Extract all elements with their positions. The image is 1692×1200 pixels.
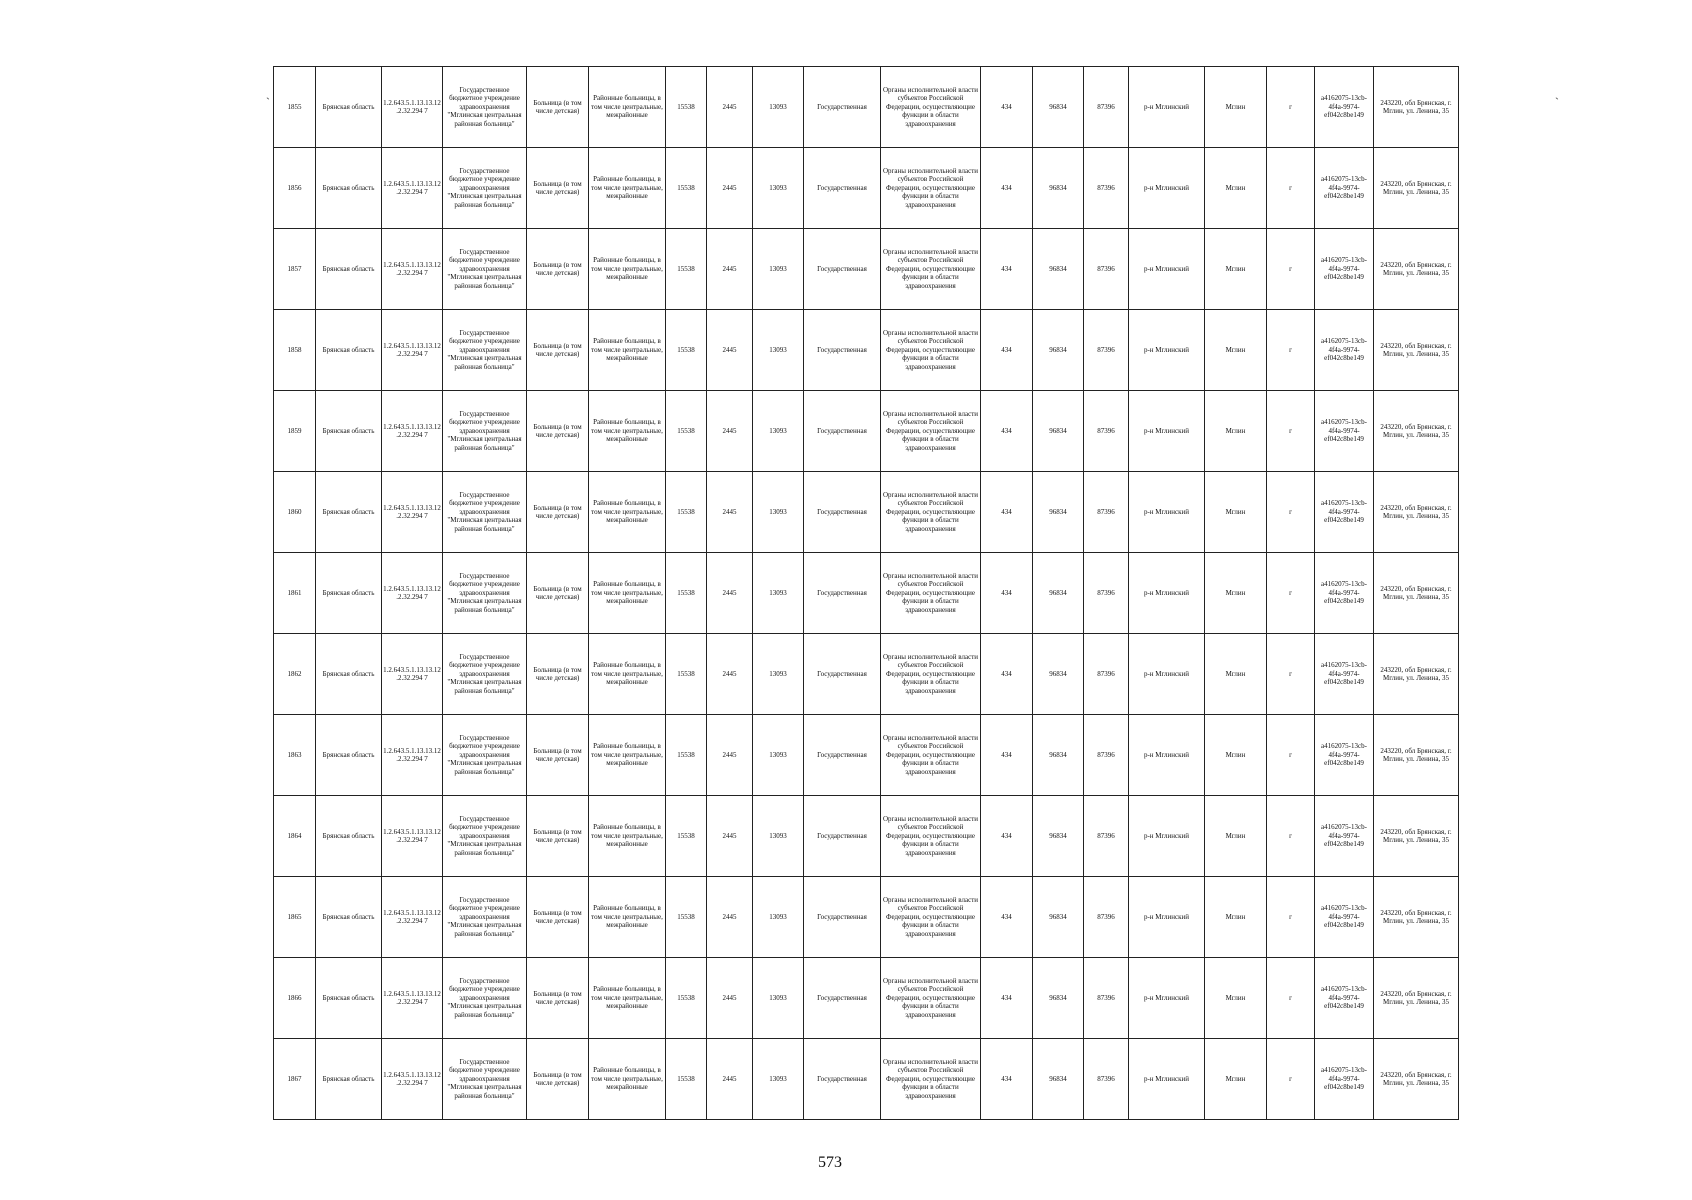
ownership-cell: Государственная (804, 67, 881, 148)
oid-code-cell: 1.2.643.5.1.13.13.12.2.32.294 7 (382, 715, 443, 796)
row-number: 1855 (274, 67, 316, 148)
table-row (274, 1039, 1459, 1120)
guid-cell: a4162075-13cb-4f4a-9974-ef042c8be149 (1315, 310, 1374, 391)
value-3-cell: 87396 (1084, 634, 1129, 715)
scan-mark: ` (1555, 95, 1559, 109)
oid-code-cell: 1.2.643.5.1.13.13.12.2.32.294 7 (382, 634, 443, 715)
count-a-cell: 2445 (707, 472, 753, 553)
table-row (274, 877, 1459, 958)
table-row (274, 148, 1459, 229)
city-cell: Мглин (1205, 877, 1267, 958)
hospital-type-cell: Районные больницы, в том числе центральные, межрайонные (589, 391, 666, 472)
facility-kind-cell: Больница (в том числе детская) (527, 391, 589, 472)
value-1-cell: 434 (981, 877, 1033, 958)
institution-name-cell: Государственное бюджетное учреждение здравоохранения "Мглинская центральная районная больница" (443, 634, 527, 715)
count-a-cell: 2445 (707, 796, 753, 877)
table-row (274, 310, 1459, 391)
oid-code-cell: 1.2.643.5.1.13.13.12.2.32.294 7 (382, 796, 443, 877)
table-body (274, 67, 1459, 1120)
row-number: 1858 (274, 310, 316, 391)
settlement-type-cell: г (1267, 634, 1315, 715)
hospital-type-cell: Районные больницы, в том числе центральные, межрайонные (589, 67, 666, 148)
table-row (274, 634, 1459, 715)
authority-cell: Органы исполнительной власти субъектов Российской Федерации, осуществляющие функции в области здравоохранения (881, 1039, 981, 1120)
authority-cell: Органы исполнительной власти субъектов Российской Федерации, осуществляющие функции в области здравоохранения (881, 391, 981, 472)
table-row (274, 229, 1459, 310)
city-cell: Мглин (1205, 796, 1267, 877)
registry-table (273, 66, 1459, 1120)
value-2-cell: 96834 (1033, 796, 1084, 877)
value-1-cell: 434 (981, 715, 1033, 796)
scan-mark: ` (266, 95, 270, 109)
address-cell: 243220, обл Брянская, г. Мглин, ул. Ленина, 35 (1374, 391, 1459, 472)
ownership-cell: Государственная (804, 715, 881, 796)
oid-code-cell: 1.2.643.5.1.13.13.12.2.32.294 7 (382, 472, 443, 553)
ownership-cell: Государственная (804, 1039, 881, 1120)
count-b-cell: 13093 (753, 634, 804, 715)
count-a-cell: 2445 (707, 877, 753, 958)
count-b-cell: 13093 (753, 877, 804, 958)
authority-cell: Органы исполнительной власти субъектов Российской Федерации, осуществляющие функции в области здравоохранения (881, 634, 981, 715)
guid-cell: a4162075-13cb-4f4a-9974-ef042c8be149 (1315, 391, 1374, 472)
hospital-type-cell: Районные больницы, в том числе центральные, межрайонные (589, 229, 666, 310)
institution-name-cell: Государственное бюджетное учреждение здравоохранения "Мглинская центральная районная больница" (443, 1039, 527, 1120)
region-cell: Брянская область (316, 958, 382, 1039)
ownership-cell: Государственная (804, 877, 881, 958)
district-cell: р-н Мглинский (1129, 715, 1205, 796)
value-1-cell: 434 (981, 67, 1033, 148)
hospital-type-cell: Районные больницы, в том числе центральные, межрайонные (589, 1039, 666, 1120)
institution-name-cell: Государственное бюджетное учреждение здравоохранения "Мглинская центральная районная больница" (443, 715, 527, 796)
address-cell: 243220, обл Брянская, г. Мглин, ул. Ленина, 35 (1374, 310, 1459, 391)
authority-cell: Органы исполнительной власти субъектов Российской Федерации, осуществляющие функции в области здравоохранения (881, 310, 981, 391)
ownership-cell: Государственная (804, 796, 881, 877)
address-cell: 243220, обл Брянская, г. Мглин, ул. Ленина, 35 (1374, 553, 1459, 634)
count-b-cell: 13093 (753, 67, 804, 148)
count-total-cell: 15538 (666, 67, 707, 148)
institution-name-cell: Государственное бюджетное учреждение здравоохранения "Мглинская центральная районная больница" (443, 391, 527, 472)
table-row (274, 67, 1459, 148)
facility-kind-cell: Больница (в том числе детская) (527, 958, 589, 1039)
authority-cell: Органы исполнительной власти субъектов Российской Федерации, осуществляющие функции в области здравоохранения (881, 148, 981, 229)
city-cell: Мглин (1205, 391, 1267, 472)
authority-cell: Органы исполнительной власти субъектов Российской Федерации, осуществляющие функции в области здравоохранения (881, 715, 981, 796)
value-3-cell: 87396 (1084, 715, 1129, 796)
row-number: 1857 (274, 229, 316, 310)
district-cell: р-н Мглинский (1129, 877, 1205, 958)
count-b-cell: 13093 (753, 796, 804, 877)
hospital-type-cell: Районные больницы, в том числе центральные, межрайонные (589, 472, 666, 553)
address-cell: 243220, обл Брянская, г. Мглин, ул. Ленина, 35 (1374, 877, 1459, 958)
oid-code-cell: 1.2.643.5.1.13.13.12.2.32.294 7 (382, 310, 443, 391)
value-3-cell: 87396 (1084, 796, 1129, 877)
table-row (274, 796, 1459, 877)
institution-name-cell: Государственное бюджетное учреждение здравоохранения "Мглинская центральная районная больница" (443, 310, 527, 391)
oid-code-cell: 1.2.643.5.1.13.13.12.2.32.294 7 (382, 958, 443, 1039)
facility-kind-cell: Больница (в том числе детская) (527, 796, 589, 877)
facility-kind-cell: Больница (в том числе детская) (527, 1039, 589, 1120)
region-cell: Брянская область (316, 148, 382, 229)
district-cell: р-н Мглинский (1129, 67, 1205, 148)
district-cell: р-н Мглинский (1129, 391, 1205, 472)
count-b-cell: 13093 (753, 391, 804, 472)
page-number: 573 (818, 1154, 842, 1171)
district-cell: р-н Мглинский (1129, 796, 1205, 877)
guid-cell: a4162075-13cb-4f4a-9974-ef042c8be149 (1315, 715, 1374, 796)
value-3-cell: 87396 (1084, 310, 1129, 391)
ownership-cell: Государственная (804, 310, 881, 391)
value-3-cell: 87396 (1084, 553, 1129, 634)
value-1-cell: 434 (981, 1039, 1033, 1120)
guid-cell: a4162075-13cb-4f4a-9974-ef042c8be149 (1315, 796, 1374, 877)
count-a-cell: 2445 (707, 148, 753, 229)
city-cell: Мглин (1205, 634, 1267, 715)
hospital-type-cell: Районные больницы, в том числе центральные, межрайонные (589, 877, 666, 958)
ownership-cell: Государственная (804, 148, 881, 229)
city-cell: Мглин (1205, 1039, 1267, 1120)
district-cell: р-н Мглинский (1129, 634, 1205, 715)
value-1-cell: 434 (981, 553, 1033, 634)
region-cell: Брянская область (316, 310, 382, 391)
address-cell: 243220, обл Брянская, г. Мглин, ул. Ленина, 35 (1374, 1039, 1459, 1120)
guid-cell: a4162075-13cb-4f4a-9974-ef042c8be149 (1315, 634, 1374, 715)
oid-code-cell: 1.2.643.5.1.13.13.12.2.32.294 7 (382, 877, 443, 958)
count-total-cell: 15538 (666, 634, 707, 715)
row-number: 1867 (274, 1039, 316, 1120)
authority-cell: Органы исполнительной власти субъектов Российской Федерации, осуществляющие функции в области здравоохранения (881, 877, 981, 958)
address-cell: 243220, обл Брянская, г. Мглин, ул. Ленина, 35 (1374, 796, 1459, 877)
institution-name-cell: Государственное бюджетное учреждение здравоохранения "Мглинская центральная районная больница" (443, 472, 527, 553)
region-cell: Брянская область (316, 67, 382, 148)
value-1-cell: 434 (981, 229, 1033, 310)
district-cell: р-н Мглинский (1129, 1039, 1205, 1120)
institution-name-cell: Государственное бюджетное учреждение здравоохранения "Мглинская центральная районная больница" (443, 796, 527, 877)
row-number: 1861 (274, 553, 316, 634)
count-total-cell: 15538 (666, 958, 707, 1039)
value-2-cell: 96834 (1033, 958, 1084, 1039)
count-b-cell: 13093 (753, 1039, 804, 1120)
ownership-cell: Государственная (804, 958, 881, 1039)
value-2-cell: 96834 (1033, 715, 1084, 796)
value-2-cell: 96834 (1033, 634, 1084, 715)
city-cell: Мглин (1205, 958, 1267, 1039)
value-2-cell: 96834 (1033, 877, 1084, 958)
count-total-cell: 15538 (666, 229, 707, 310)
city-cell: Мглин (1205, 67, 1267, 148)
value-2-cell: 96834 (1033, 310, 1084, 391)
institution-name-cell: Государственное бюджетное учреждение здравоохранения "Мглинская центральная районная больница" (443, 958, 527, 1039)
guid-cell: a4162075-13cb-4f4a-9974-ef042c8be149 (1315, 67, 1374, 148)
oid-code-cell: 1.2.643.5.1.13.13.12.2.32.294 7 (382, 553, 443, 634)
count-a-cell: 2445 (707, 391, 753, 472)
authority-cell: Органы исполнительной власти субъектов Российской Федерации, осуществляющие функции в области здравоохранения (881, 958, 981, 1039)
oid-code-cell: 1.2.643.5.1.13.13.12.2.32.294 7 (382, 391, 443, 472)
count-total-cell: 15538 (666, 715, 707, 796)
count-b-cell: 13093 (753, 148, 804, 229)
facility-kind-cell: Больница (в том числе детская) (527, 67, 589, 148)
facility-kind-cell: Больница (в том числе детская) (527, 472, 589, 553)
ownership-cell: Государственная (804, 553, 881, 634)
settlement-type-cell: г (1267, 553, 1315, 634)
address-cell: 243220, обл Брянская, г. Мглин, ул. Ленина, 35 (1374, 67, 1459, 148)
guid-cell: a4162075-13cb-4f4a-9974-ef042c8be149 (1315, 877, 1374, 958)
guid-cell: a4162075-13cb-4f4a-9974-ef042c8be149 (1315, 553, 1374, 634)
value-3-cell: 87396 (1084, 67, 1129, 148)
count-b-cell: 13093 (753, 553, 804, 634)
district-cell: р-н Мглинский (1129, 553, 1205, 634)
hospital-type-cell: Районные больницы, в том числе центральные, межрайонные (589, 634, 666, 715)
value-1-cell: 434 (981, 634, 1033, 715)
settlement-type-cell: г (1267, 877, 1315, 958)
institution-name-cell: Государственное бюджетное учреждение здравоохранения "Мглинская центральная районная больница" (443, 67, 527, 148)
row-number: 1865 (274, 877, 316, 958)
ownership-cell: Государственная (804, 634, 881, 715)
city-cell: Мглин (1205, 553, 1267, 634)
city-cell: Мглин (1205, 715, 1267, 796)
value-2-cell: 96834 (1033, 553, 1084, 634)
settlement-type-cell: г (1267, 148, 1315, 229)
facility-kind-cell: Больница (в том числе детская) (527, 148, 589, 229)
table-row (274, 553, 1459, 634)
region-cell: Брянская область (316, 796, 382, 877)
district-cell: р-н Мглинский (1129, 472, 1205, 553)
address-cell: 243220, обл Брянская, г. Мглин, ул. Ленина, 35 (1374, 472, 1459, 553)
institution-name-cell: Государственное бюджетное учреждение здравоохранения "Мглинская центральная районная больница" (443, 877, 527, 958)
region-cell: Брянская область (316, 553, 382, 634)
value-1-cell: 434 (981, 958, 1033, 1039)
count-total-cell: 15538 (666, 553, 707, 634)
row-number: 1860 (274, 472, 316, 553)
facility-kind-cell: Больница (в том числе детская) (527, 310, 589, 391)
count-total-cell: 15538 (666, 472, 707, 553)
table-row (274, 391, 1459, 472)
city-cell: Мглин (1205, 229, 1267, 310)
region-cell: Брянская область (316, 472, 382, 553)
settlement-type-cell: г (1267, 229, 1315, 310)
guid-cell: a4162075-13cb-4f4a-9974-ef042c8be149 (1315, 1039, 1374, 1120)
facility-kind-cell: Больница (в том числе детская) (527, 553, 589, 634)
row-number: 1864 (274, 796, 316, 877)
value-3-cell: 87396 (1084, 877, 1129, 958)
district-cell: р-н Мглинский (1129, 229, 1205, 310)
value-3-cell: 87396 (1084, 472, 1129, 553)
facility-kind-cell: Больница (в том числе детская) (527, 229, 589, 310)
city-cell: Мглин (1205, 472, 1267, 553)
address-cell: 243220, обл Брянская, г. Мглин, ул. Ленина, 35 (1374, 148, 1459, 229)
region-cell: Брянская область (316, 715, 382, 796)
institution-name-cell: Государственное бюджетное учреждение здравоохранения "Мглинская центральная районная больница" (443, 229, 527, 310)
region-cell: Брянская область (316, 877, 382, 958)
count-a-cell: 2445 (707, 634, 753, 715)
oid-code-cell: 1.2.643.5.1.13.13.12.2.32.294 7 (382, 1039, 443, 1120)
hospital-type-cell: Районные больницы, в том числе центральные, межрайонные (589, 553, 666, 634)
row-number: 1862 (274, 634, 316, 715)
count-total-cell: 15538 (666, 877, 707, 958)
count-a-cell: 2445 (707, 67, 753, 148)
settlement-type-cell: г (1267, 391, 1315, 472)
count-total-cell: 15538 (666, 391, 707, 472)
value-3-cell: 87396 (1084, 958, 1129, 1039)
address-cell: 243220, обл Брянская, г. Мглин, ул. Ленина, 35 (1374, 958, 1459, 1039)
ownership-cell: Государственная (804, 472, 881, 553)
count-a-cell: 2445 (707, 229, 753, 310)
address-cell: 243220, обл Брянская, г. Мглин, ул. Ленина, 35 (1374, 715, 1459, 796)
value-3-cell: 87396 (1084, 1039, 1129, 1120)
city-cell: Мглин (1205, 148, 1267, 229)
hospital-type-cell: Районные больницы, в том числе центральные, межрайонные (589, 148, 666, 229)
region-cell: Брянская область (316, 634, 382, 715)
ownership-cell: Государственная (804, 229, 881, 310)
settlement-type-cell: г (1267, 310, 1315, 391)
settlement-type-cell: г (1267, 1039, 1315, 1120)
guid-cell: a4162075-13cb-4f4a-9974-ef042c8be149 (1315, 472, 1374, 553)
count-total-cell: 15538 (666, 1039, 707, 1120)
count-a-cell: 2445 (707, 715, 753, 796)
oid-code-cell: 1.2.643.5.1.13.13.12.2.32.294 7 (382, 148, 443, 229)
count-total-cell: 15538 (666, 148, 707, 229)
table-row (274, 472, 1459, 553)
value-2-cell: 96834 (1033, 67, 1084, 148)
row-number: 1866 (274, 958, 316, 1039)
city-cell: Мглин (1205, 310, 1267, 391)
row-number: 1856 (274, 148, 316, 229)
authority-cell: Органы исполнительной власти субъектов Российской Федерации, осуществляющие функции в области здравоохранения (881, 796, 981, 877)
facility-kind-cell: Больница (в том числе детская) (527, 877, 589, 958)
district-cell: р-н Мглинский (1129, 148, 1205, 229)
value-2-cell: 96834 (1033, 148, 1084, 229)
district-cell: р-н Мглинский (1129, 310, 1205, 391)
value-1-cell: 434 (981, 310, 1033, 391)
address-cell: 243220, обл Брянская, г. Мглин, ул. Ленина, 35 (1374, 634, 1459, 715)
count-total-cell: 15538 (666, 796, 707, 877)
hospital-type-cell: Районные больницы, в том числе центральные, межрайонные (589, 958, 666, 1039)
facility-kind-cell: Больница (в том числе детская) (527, 634, 589, 715)
value-3-cell: 87396 (1084, 391, 1129, 472)
region-cell: Брянская область (316, 229, 382, 310)
value-2-cell: 96834 (1033, 391, 1084, 472)
value-1-cell: 434 (981, 148, 1033, 229)
value-2-cell: 96834 (1033, 1039, 1084, 1120)
value-2-cell: 96834 (1033, 229, 1084, 310)
count-a-cell: 2445 (707, 553, 753, 634)
oid-code-cell: 1.2.643.5.1.13.13.12.2.32.294 7 (382, 229, 443, 310)
authority-cell: Органы исполнительной власти субъектов Российской Федерации, осуществляющие функции в области здравоохранения (881, 229, 981, 310)
count-a-cell: 2445 (707, 1039, 753, 1120)
count-total-cell: 15538 (666, 310, 707, 391)
row-number: 1863 (274, 715, 316, 796)
value-3-cell: 87396 (1084, 229, 1129, 310)
ownership-cell: Государственная (804, 391, 881, 472)
register-sheet (273, 66, 1459, 1120)
count-a-cell: 2445 (707, 310, 753, 391)
value-2-cell: 96834 (1033, 472, 1084, 553)
count-a-cell: 2445 (707, 958, 753, 1039)
table-row (274, 715, 1459, 796)
authority-cell: Органы исполнительной власти субъектов Российской Федерации, осуществляющие функции в области здравоохранения (881, 553, 981, 634)
settlement-type-cell: г (1267, 67, 1315, 148)
authority-cell: Органы исполнительной власти субъектов Российской Федерации, осуществляющие функции в области здравоохранения (881, 472, 981, 553)
count-b-cell: 13093 (753, 715, 804, 796)
hospital-type-cell: Районные больницы, в том числе центральные, межрайонные (589, 715, 666, 796)
authority-cell: Органы исполнительной власти субъектов Российской Федерации, осуществляющие функции в области здравоохранения (881, 67, 981, 148)
hospital-type-cell: Районные больницы, в том числе центральные, межрайонные (589, 310, 666, 391)
settlement-type-cell: г (1267, 796, 1315, 877)
hospital-type-cell: Районные больницы, в том числе центральные, межрайонные (589, 796, 666, 877)
value-1-cell: 434 (981, 472, 1033, 553)
settlement-type-cell: г (1267, 715, 1315, 796)
region-cell: Брянская область (316, 1039, 382, 1120)
region-cell: Брянская область (316, 391, 382, 472)
oid-code-cell: 1.2.643.5.1.13.13.12.2.32.294 7 (382, 67, 443, 148)
table-row (274, 958, 1459, 1039)
count-b-cell: 13093 (753, 472, 804, 553)
row-number: 1859 (274, 391, 316, 472)
facility-kind-cell: Больница (в том числе детская) (527, 715, 589, 796)
count-b-cell: 13093 (753, 958, 804, 1039)
guid-cell: a4162075-13cb-4f4a-9974-ef042c8be149 (1315, 148, 1374, 229)
address-cell: 243220, обл Брянская, г. Мглин, ул. Ленина, 35 (1374, 229, 1459, 310)
value-1-cell: 434 (981, 391, 1033, 472)
settlement-type-cell: г (1267, 958, 1315, 1039)
count-b-cell: 13093 (753, 229, 804, 310)
value-3-cell: 87396 (1084, 148, 1129, 229)
settlement-type-cell: г (1267, 472, 1315, 553)
institution-name-cell: Государственное бюджетное учреждение здравоохранения "Мглинская центральная районная больница" (443, 553, 527, 634)
district-cell: р-н Мглинский (1129, 958, 1205, 1039)
guid-cell: a4162075-13cb-4f4a-9974-ef042c8be149 (1315, 229, 1374, 310)
guid-cell: a4162075-13cb-4f4a-9974-ef042c8be149 (1315, 958, 1374, 1039)
count-b-cell: 13093 (753, 310, 804, 391)
institution-name-cell: Государственное бюджетное учреждение здравоохранения "Мглинская центральная районная больница" (443, 148, 527, 229)
value-1-cell: 434 (981, 796, 1033, 877)
